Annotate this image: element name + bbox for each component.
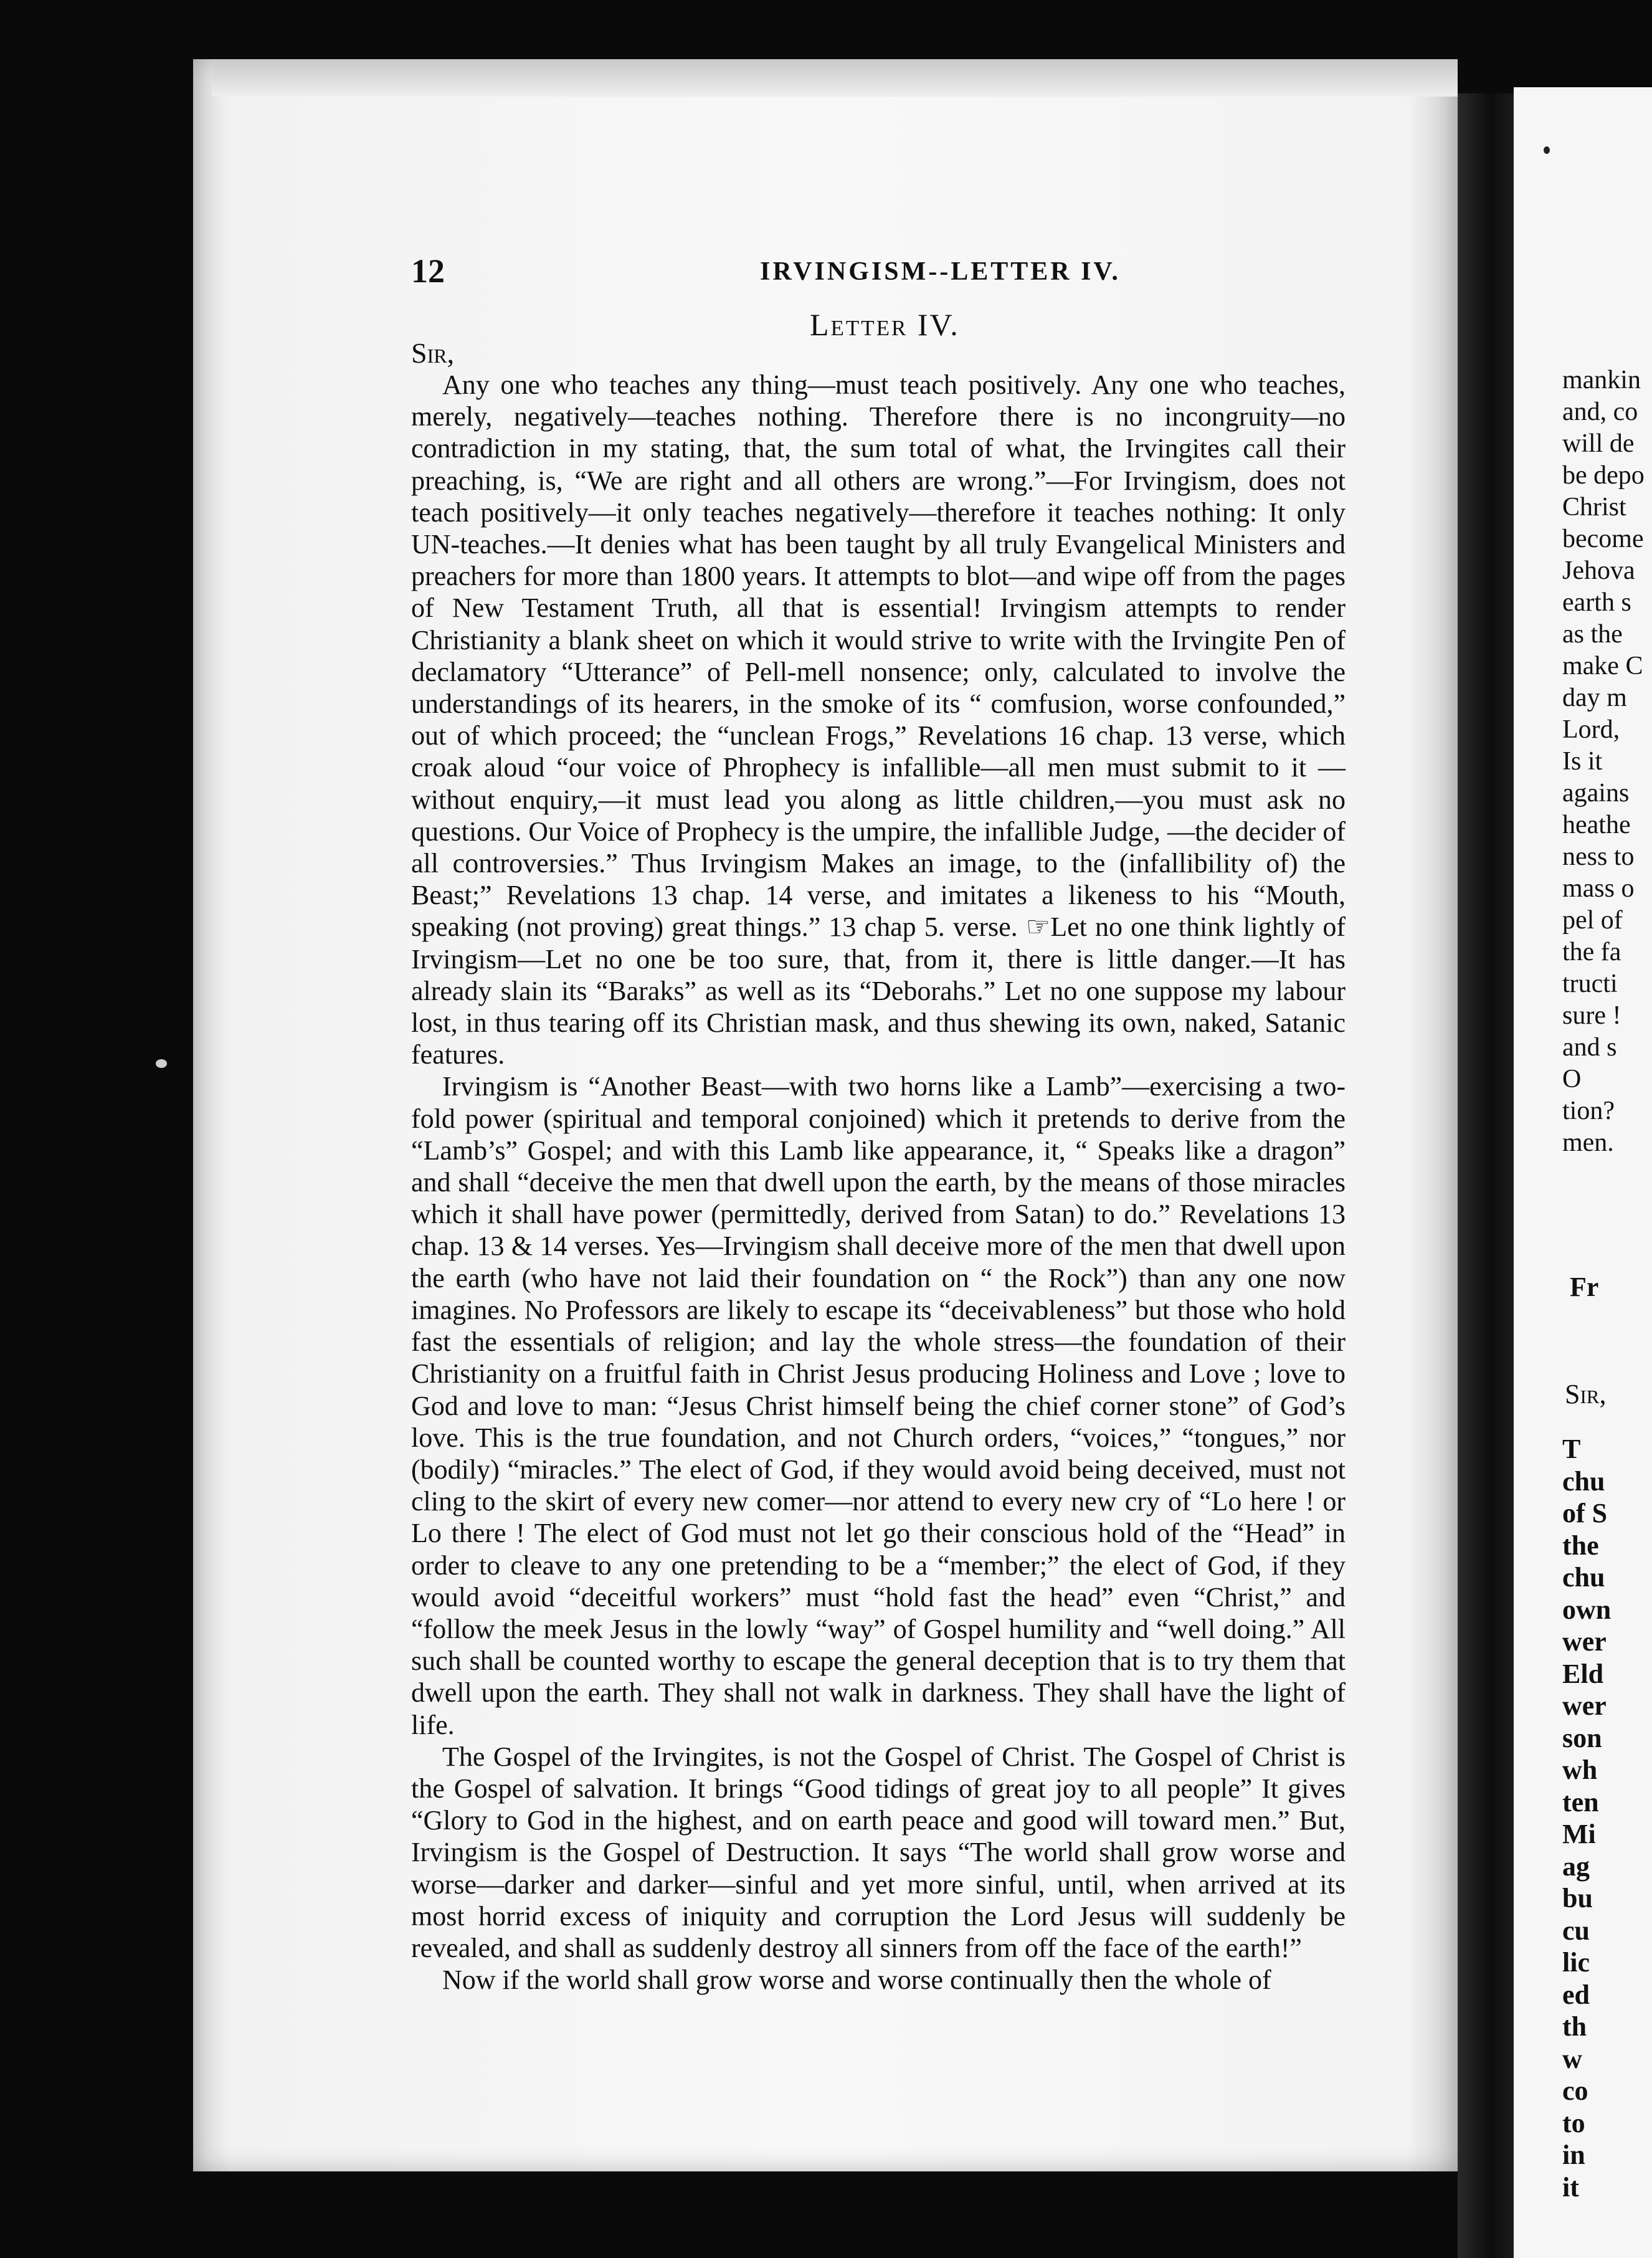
facing-line: co: [1562, 2075, 1588, 2106]
facing-line: chu: [1562, 1562, 1605, 1593]
facing-page-text-lower: [1562, 1433, 1652, 2203]
scan-speck: [1544, 146, 1550, 154]
facing-line: day m: [1562, 684, 1627, 712]
facing-line: mankin: [1562, 366, 1641, 394]
scan-speck: [156, 1059, 167, 1068]
facing-line: chu: [1562, 1465, 1605, 1497]
page-number: 12: [411, 252, 445, 290]
letter-body: [411, 369, 1346, 1996]
facing-line: in: [1562, 2140, 1585, 2170]
facing-line: be depo: [1562, 461, 1645, 490]
facing-line: and, co: [1562, 398, 1638, 426]
facing-line: heathe: [1562, 811, 1631, 839]
salutation: Sir,: [411, 337, 455, 369]
paragraph-3: The Gospel of the Irvingites, is not the Gospel of Christ. The Gospel of Christ is the Gospel of salvation. It brings “Good tidings of great joy to all people” It gives “Glory to God in the highest, and on earth peace and good will toward men.” But, Irvingism is the Gospel of Destruction. It says “The world shall grow worse and worse—darker and darker—sinful and yet more sinful, until, when arrived at its most horrid excess of iniquity and corruption the Lord Jesus will suddenly be revealed, and shall as suddenly destroy all sinners from off the face of the earth!”: [411, 1741, 1346, 1963]
facing-line: will de: [1562, 429, 1635, 458]
scan-background-bottom: [0, 2171, 1458, 2258]
facing-line: to: [1562, 2107, 1585, 2138]
facing-line: and s: [1562, 1033, 1617, 1062]
facing-line: wh: [1562, 1755, 1598, 1785]
facing-line: wer: [1562, 1626, 1607, 1657]
facing-page-fragment-sir: Sir,: [1565, 1379, 1607, 1409]
paragraph-2: Irvingism is “Another Beast—with two horns like a Lamb”—exercising a two-fold power (spiritual and temporal conjoined) which it pretends to derive from the “Lamb’s” Gospel; and with this Lamb like appearance, it, “ Speaks like a dragon” and shall “deceive the men that dwell upon the earth, by the means of those miracles which it shall have power (permittedly, derived from Satan) to do.” Revelations 13 chap. 13 & 14 verses. Yes—Irvingism shall deceive more of the men that dwell upon the earth (who have not laid their foundation on “ the Rock”) than any one now imagines. No Professors are likely to escape its “deceivableness” but those who hold fast the essentials of religion; and lay the whole stress—the foundation of their Christianity on a fruitful faith in Christ Jesus producing Holiness and Love ; love to God and love to man: “Jesus Christ himself being the chief corner stone” of God’s love. This is the true foundation, and not Church orders, “voices,” “tongues,” nor (bodily) “miracles.” The elect of God, if they would avoid being deceived, must not cling to the skirt of every new comer—nor attend to every new cry of “Lo here ! or Lo there ! The elect of God must not let go their conscious hold of the “Head” in order to cleave to any one pretending to be a “member;” the elect of God, if they would avoid “deceitful workers” must “hold fast the head” even “Christ,” and “follow the meek Jesus in the lowly “way” of Gospel humility and “well doing.” All such shall be counted worthy to escape the general deception that is to try them that dwell upon the earth. They shall not walk in darkness. They shall have the light of life.: [411, 1071, 1346, 1740]
facing-line: Is it: [1562, 747, 1603, 776]
facing-line: the fa: [1562, 938, 1621, 966]
facing-line: make C: [1562, 652, 1643, 680]
facing-line: pel of: [1562, 906, 1623, 935]
facing-line: men.: [1562, 1128, 1614, 1157]
facing-line: earth s: [1562, 588, 1631, 617]
facing-line: cu: [1562, 1915, 1590, 1946]
facing-page-fragment-fr: Fr: [1570, 1272, 1599, 1302]
facing-line: O: [1562, 1065, 1582, 1093]
facing-line: w: [1562, 2043, 1582, 2074]
book-gutter: [1458, 93, 1514, 2258]
facing-line: Christ: [1562, 493, 1626, 522]
running-title: IRVINGISM--LETTER IV.: [760, 257, 1121, 286]
facing-line: ed: [1562, 1979, 1590, 2010]
facing-line: son: [1562, 1722, 1602, 1753]
facing-line: as the: [1562, 620, 1623, 649]
facing-line: ag: [1562, 1851, 1590, 1882]
facing-line: Eld: [1562, 1658, 1604, 1689]
facing-line: of S: [1562, 1498, 1608, 1528]
facing-line: agains: [1562, 779, 1630, 807]
page-top-edge: [212, 59, 1458, 97]
facing-line: bu: [1562, 1883, 1593, 1913]
facing-line: Mi: [1562, 1819, 1596, 1849]
facing-line: it: [1562, 2171, 1579, 2203]
facing-line: lic: [1562, 1947, 1590, 1978]
facing-line: tructi: [1562, 969, 1618, 998]
facing-line: T: [1562, 1434, 1581, 1464]
facing-line: mass o: [1562, 874, 1635, 903]
facing-line: the: [1562, 1530, 1599, 1561]
paragraph-4: Now if the world shall grow worse and worse continually then the whole of: [442, 1965, 1271, 1996]
facing-line: sure !: [1562, 1001, 1621, 1030]
facing-line: Lord,: [1562, 715, 1620, 744]
facing-line: own: [1562, 1594, 1612, 1625]
facing-line: th: [1562, 2011, 1587, 2042]
facing-line: tion?: [1562, 1097, 1615, 1125]
facing-line: ness to: [1562, 842, 1635, 871]
facing-line: ten: [1562, 1786, 1599, 1817]
facing-line: Jehova: [1562, 556, 1635, 585]
letter-heading: Letter IV.: [810, 307, 960, 342]
facing-page-text-upper: [1562, 364, 1652, 1159]
paragraph-1: Any one who teaches any thing—must teach positively. Any one who teaches, merely, negatively—teaches nothing. Therefore there is no incongruity—no contradiction in my stating, that, the sum total of what, the Irvingites call their preaching, is, “We are right and all others are wrong.”—For Irvingism, does not teach positively—it only teaches negatively—therefore it teaches nothing: It only UN-teaches.—It denies what has been taught by all truly Evangelical Ministers and preachers for more than 1800 years. It attempts to blot—and wipe off from the pages of New Testament Truth, all that is essential! Irvingism attempts to render Christianity a blank sheet on which it would strive to write with the Irvingite Pen of declamatory “Utterance” of Pell-mell nonsence; only, calculated to involve the understandings of its hearers, in the smoke of its “ comfusion, worse confounded,” out of which proceed; the “unclean Frogs,” Revelations 16 chap. 13 verse, which croak aloud “our voice of Phrophecy is infallible—all men must submit to it —without enquiry,—it must lead you along as little children,—you must ask no questions. Our Voice of Prophecy is the umpire, the infallible Judge, —the decider of all controversies.” Thus Irvingism Makes an image, to the (infallibility of) the Beast;” Revelations 13 chap. 14 verse, and imitates a likeness to his “Mouth, speaking (not proving) great things.” 13 chap 5. verse. ☞Let no one think lightly of Irvingism—Let no one be too sure, that, from it, there is little danger.—It has already slain its “Baraks” as well as its “Deborahs.” Let no one suppose my labour lost, in thus tearing off its Christian mask, and thus shewing its own, naked, Satanic features.: [411, 369, 1346, 1070]
facing-line: become: [1562, 525, 1644, 553]
facing-line: wer: [1562, 1690, 1607, 1721]
